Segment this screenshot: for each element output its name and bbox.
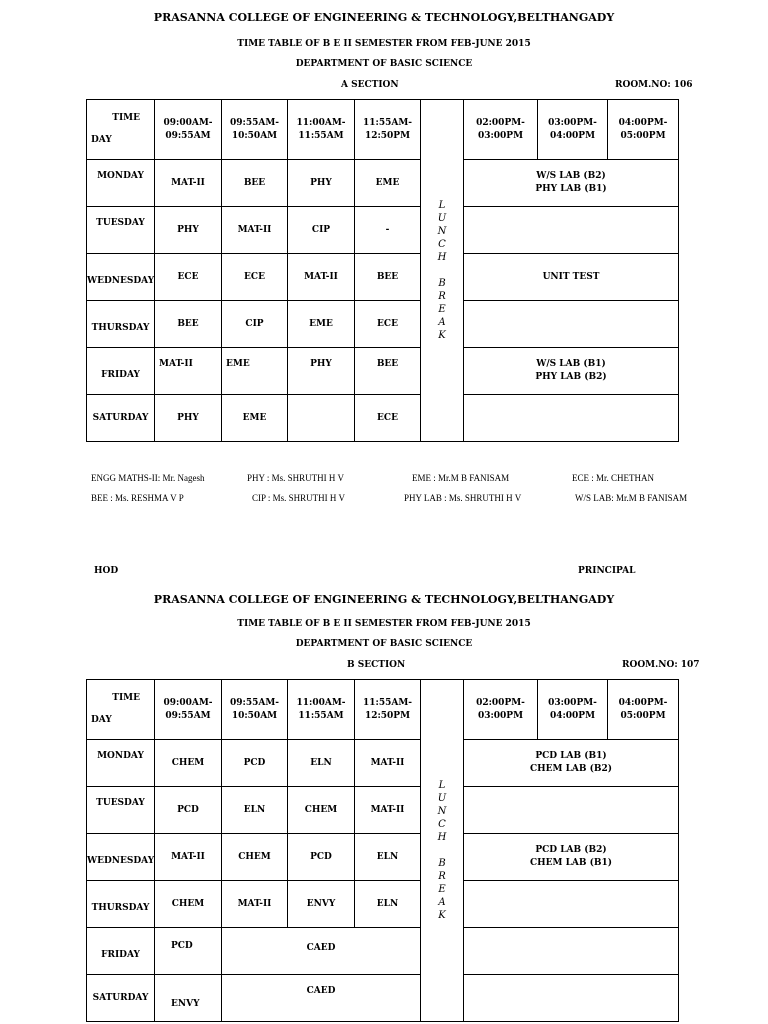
time-slot-header: 03:00PM- 04:00PM xyxy=(538,100,608,160)
time-slot-header: 02:00PM- 03:00PM xyxy=(464,100,538,160)
subject-cell: ENVY xyxy=(288,881,355,928)
subject-cell: MAT-II xyxy=(288,254,355,301)
subject-cell: ECE xyxy=(222,254,288,301)
afternoon-cell: PCD LAB (B2) CHEM LAB (B1) xyxy=(464,834,679,881)
day-cell: SATURDAY xyxy=(87,395,155,442)
day-label: DAY xyxy=(91,714,112,725)
afternoon-cell xyxy=(464,881,679,928)
subject-cell: BEE xyxy=(222,160,288,207)
faculty-item: ENGG MATHS-II: Mr. Nagesh xyxy=(91,473,205,483)
time-slot-header: 04:00PM- 05:00PM xyxy=(608,100,679,160)
afternoon-cell: UNIT TEST xyxy=(464,254,679,301)
subject-cell: CHEM xyxy=(155,881,222,928)
time-day-header xyxy=(87,100,155,160)
subject-cell: CIP xyxy=(288,207,355,254)
subject-cell: MAT-II xyxy=(222,881,288,928)
time-day-header xyxy=(87,680,155,740)
time-label: TIME xyxy=(112,692,140,703)
day-cell: TUESDAY xyxy=(87,207,155,254)
time-slot-header: 09:55AM- 10:50AM xyxy=(222,680,288,740)
day-cell: MONDAY xyxy=(87,740,155,787)
time-label: TIME xyxy=(112,112,140,123)
day-cell: THURSDAY xyxy=(87,301,155,348)
subject-cell xyxy=(288,395,355,442)
day-cell: SATURDAY xyxy=(87,975,155,1022)
subject-cell: PHY xyxy=(155,207,222,254)
time-slot-header: 09:55AM- 10:50AM xyxy=(222,100,288,160)
subject-cell: EME xyxy=(355,160,421,207)
subject-cell: ECE xyxy=(355,301,421,348)
day-cell: FRIDAY xyxy=(87,348,155,395)
afternoon-cell xyxy=(464,787,679,834)
timetable-a xyxy=(86,99,679,442)
subject-cell-merged: CAED xyxy=(222,928,421,975)
subject-cell: ELN xyxy=(222,787,288,834)
faculty-item: PHY LAB : Ms. SHRUTHI H V xyxy=(404,493,522,503)
day-cell: TUESDAY xyxy=(87,787,155,834)
subject-cell: ELN xyxy=(355,881,421,928)
room-label-a: ROOM.NO: 106 xyxy=(615,80,693,90)
hod-label: HOD xyxy=(94,566,119,576)
subject-cell: MAT-II xyxy=(355,787,421,834)
subject-cell: PHY xyxy=(155,395,222,442)
day-label: DAY xyxy=(91,134,112,145)
subject-cell: BEE xyxy=(355,254,421,301)
subject-cell: MAT-II xyxy=(155,160,222,207)
subject-cell: MAT-II xyxy=(155,834,222,881)
time-slot-header: 11:00AM- 11:55AM xyxy=(288,100,355,160)
faculty-item: PHY : Ms. SHRUTHI H V xyxy=(247,473,345,483)
subject-cell: ELN xyxy=(355,834,421,881)
time-slot-header: 11:00AM- 11:55AM xyxy=(288,680,355,740)
faculty-item: CIP : Ms. SHRUTHI H V xyxy=(252,493,346,503)
faculty-item: ECE : Mr. CHETHAN xyxy=(572,473,654,483)
subject-cell: PHY xyxy=(288,348,355,395)
subject-cell: EME xyxy=(222,348,288,395)
time-slot-header: 11:55AM- 12:50PM xyxy=(355,680,421,740)
department-a: DEPARTMENT OF BASIC SCIENCE xyxy=(295,59,473,69)
room-label-b: ROOM.NO: 107 xyxy=(622,660,700,670)
subject-cell: ECE xyxy=(155,254,222,301)
afternoon-cell xyxy=(464,301,679,348)
subject-cell: - xyxy=(355,207,421,254)
day-cell: MONDAY xyxy=(87,160,155,207)
lunch-break: L U N C H B R E A K xyxy=(421,100,464,442)
subject-cell: BEE xyxy=(355,348,421,395)
day-cell: WEDNESDAY xyxy=(87,254,155,301)
day-cell: WEDNESDAY xyxy=(87,834,155,881)
subject-cell: MAT-II xyxy=(155,348,222,395)
department-b: DEPARTMENT OF BASIC SCIENCE xyxy=(295,639,473,649)
lunch-break: L U N C H B R E A K xyxy=(421,680,464,1022)
time-slot-header: 09:00AM- 09:55AM xyxy=(155,100,222,160)
afternoon-cell: W/S LAB (B1) PHY LAB (B2) xyxy=(464,348,679,395)
afternoon-cell: PCD LAB (B1) CHEM LAB (B2) xyxy=(464,740,679,787)
timetable-b xyxy=(86,679,679,1022)
subject-cell: ECE xyxy=(355,395,421,442)
college-title-b: PRASANNA COLLEGE OF ENGINEERING & TECHNOLOGY,BELTHANGADY xyxy=(153,593,615,606)
faculty-item: EME : Mr.M B FANISAM xyxy=(412,473,510,483)
subject-cell: CIP xyxy=(222,301,288,348)
subject-cell: PHY xyxy=(288,160,355,207)
subject-cell: CHEM xyxy=(288,787,355,834)
afternoon-cell xyxy=(464,207,679,254)
subject-cell: PCD xyxy=(288,834,355,881)
subject-cell: ELN xyxy=(288,740,355,787)
subject-cell: ENVY xyxy=(155,975,222,1022)
subject-cell: CHEM xyxy=(222,834,288,881)
subject-cell: PCD xyxy=(155,928,222,975)
section-label-b: B SECTION xyxy=(347,660,406,670)
afternoon-cell xyxy=(464,395,679,442)
time-slot-header: 02:00PM- 03:00PM xyxy=(464,680,538,740)
afternoon-cell xyxy=(464,928,679,975)
subject-cell-merged: CAED xyxy=(222,975,421,1022)
day-cell: FRIDAY xyxy=(87,928,155,975)
section-label-a: A SECTION xyxy=(341,80,399,90)
time-slot-header: 09:00AM- 09:55AM xyxy=(155,680,222,740)
time-slot-header: 04:00PM- 05:00PM xyxy=(608,680,679,740)
subject-cell: MAT-II xyxy=(222,207,288,254)
faculty-item: BEE : Ms. RESHMA V P xyxy=(91,493,184,503)
principal-label: PRINCIPAL xyxy=(578,566,636,576)
timetable-title-a: TIME TABLE OF B E II SEMESTER FROM FEB-JUNE 2015 xyxy=(237,39,531,49)
faculty-item: W/S LAB: Mr.M B FANISAM xyxy=(575,493,688,503)
subject-cell: EME xyxy=(222,395,288,442)
time-slot-header: 03:00PM- 04:00PM xyxy=(538,680,608,740)
time-slot-header: 11:55AM- 12:50PM xyxy=(355,100,421,160)
subject-cell: MAT-II xyxy=(355,740,421,787)
subject-cell: PCD xyxy=(155,787,222,834)
subject-cell: CHEM xyxy=(155,740,222,787)
subject-cell: EME xyxy=(288,301,355,348)
timetable-title-b: TIME TABLE OF B E II SEMESTER FROM FEB-JUNE 2015 xyxy=(237,619,531,629)
subject-cell: PCD xyxy=(222,740,288,787)
day-cell: THURSDAY xyxy=(87,881,155,928)
subject-cell: BEE xyxy=(155,301,222,348)
college-title-a: PRASANNA COLLEGE OF ENGINEERING & TECHNOLOGY,BELTHANGADY xyxy=(153,11,615,24)
afternoon-cell xyxy=(464,975,679,1022)
afternoon-cell: W/S LAB (B2) PHY LAB (B1) xyxy=(464,160,679,207)
